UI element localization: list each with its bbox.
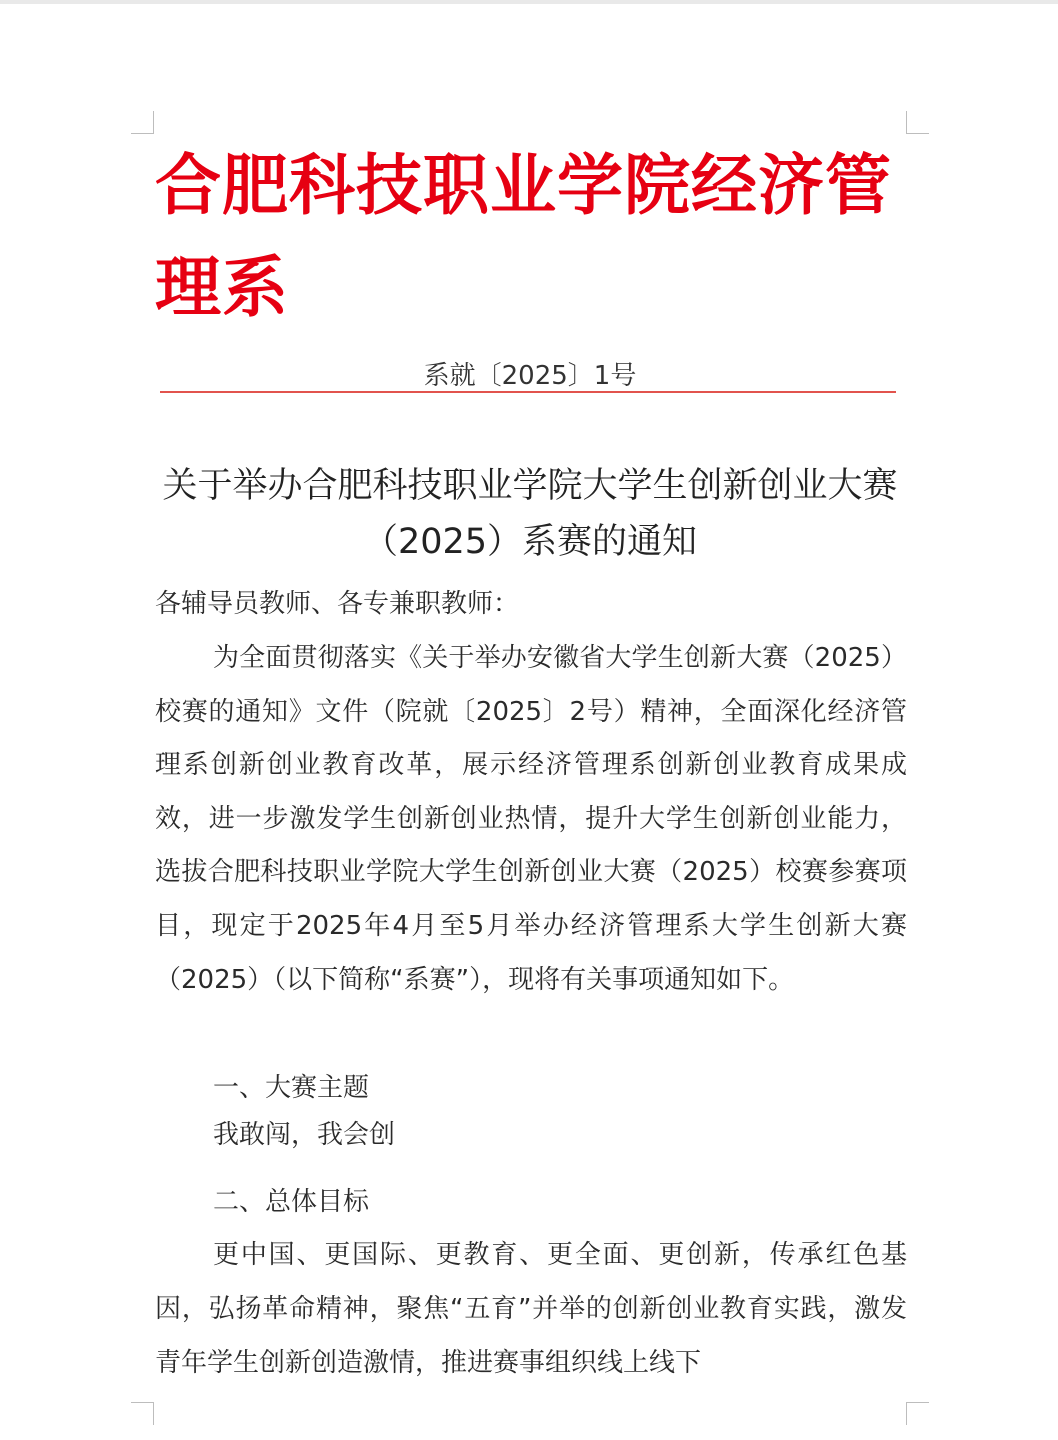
section-heading-theme: 一、大赛主题 <box>213 1073 370 1103</box>
section-text-goals: 更中国、更国际、更教育、更全面、更创新，传承红色基因，弘扬革命精神，聚焦“五育”并举的创新创业教育实践，激发青年学生创新创造激情，推进赛事组织线上线下 <box>155 1240 907 1378</box>
notice-title: 关于举办合肥科技职业学院大学生创新创业大赛（2025）系赛的通知 <box>162 466 898 562</box>
page-corner-mark-bottom-left <box>131 1402 154 1425</box>
page-corner-mark-top-right <box>906 111 929 134</box>
section-text-theme: 我敢闯，我会创 <box>213 1120 396 1150</box>
intro-paragraph: 为全面贯彻落实《关于举办安徽省大学生创新大赛（2025）校赛的通知》文件（院就〔2025〕2号）精神，全面深化经济管理系创新创业教育改革，展示经济管理系创新创业教育成果成效，进一步激发学生创新创业热情，提升大学生创新创业能力，选拔合肥科技职业学院大学生创新创业大赛（2025）校赛参赛项目，现定于2025年4月至5月举办经济管理系大学生创新大赛（2025）（以下简称“系赛”），现将有关事项通知如下。 <box>155 643 907 995</box>
red-separator-line <box>160 391 896 393</box>
page-corner-mark-bottom-right <box>906 1402 929 1425</box>
top-bar <box>0 0 1058 4</box>
document-number: 系就〔2025〕1号 <box>423 361 637 391</box>
issuing-organization-header: 合肥科技职业学院经济管理系 <box>155 147 892 326</box>
page-corner-mark-top-left <box>131 111 154 134</box>
section-heading-goals: 二、总体目标 <box>213 1187 370 1217</box>
salutation: 各辅导员教师、各专兼职教师： <box>155 589 520 619</box>
